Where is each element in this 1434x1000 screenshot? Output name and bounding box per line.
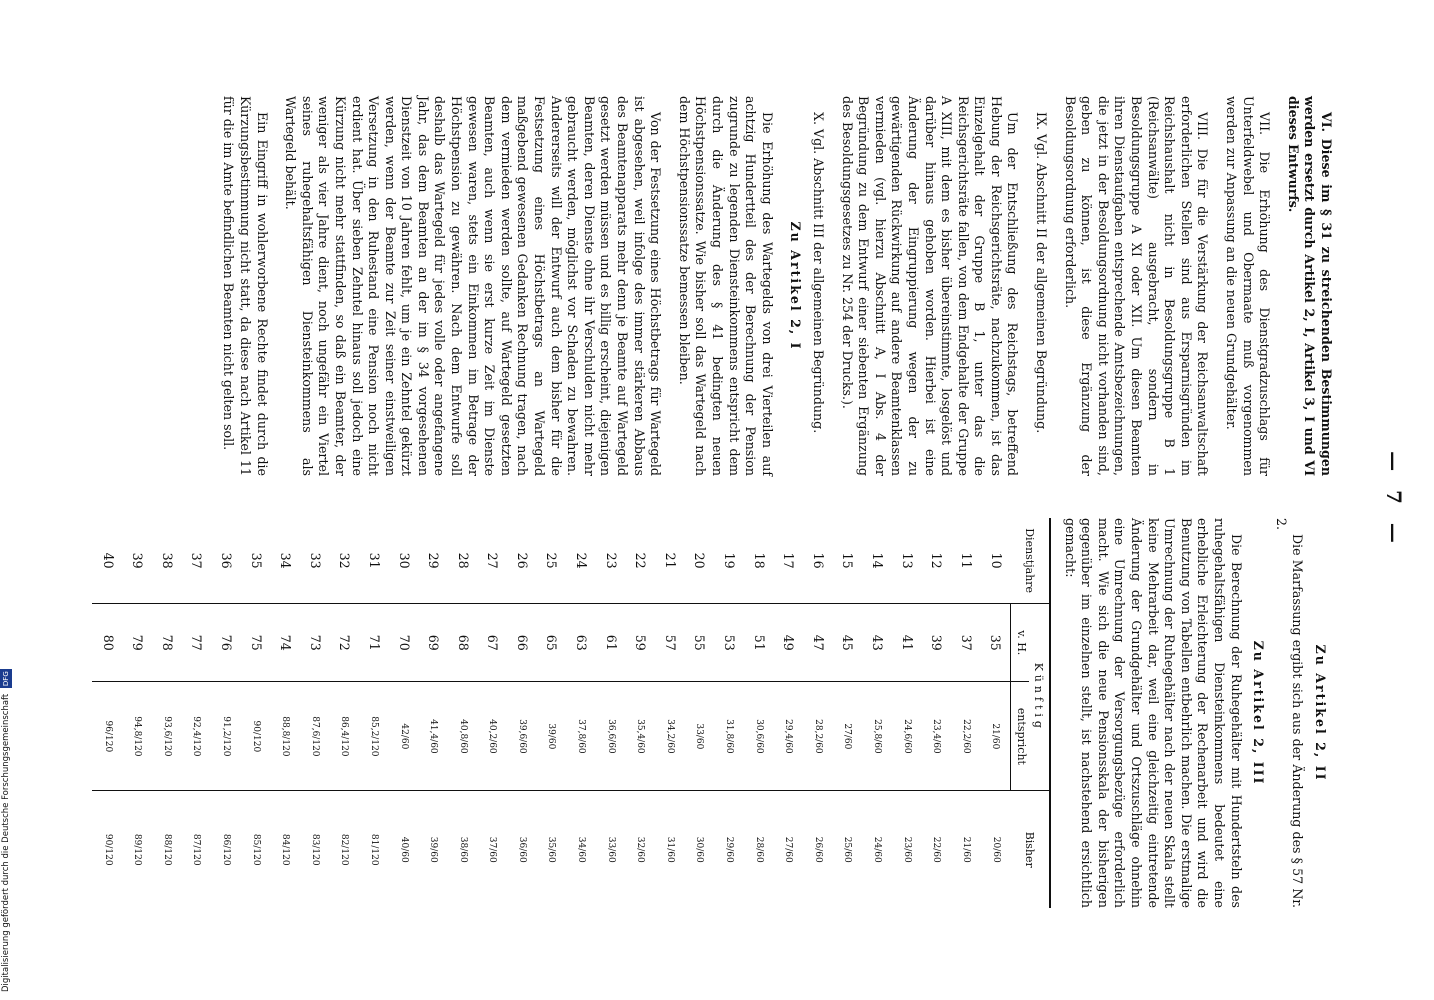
cell-bisher: 29/60: [724, 836, 735, 863]
cell-bisher: 21/60: [960, 836, 971, 863]
left-paragraph: Die Erhöhung des Wartegelds von drei Vierteilen auf achtzig Hundertteil des der Berechnung der Pension zugrunde zu legenden Diensteinkommens entspricht dem durch die Änderung des § 41 bedingten neuen Höchstpensionssatze. Wie bisher soll das Wartegeld nach dem Höchstpensionssatze bemessen bleiben.: [676, 96, 775, 476]
cell-dienstjahre: 20: [684, 518, 714, 604]
cell-bisher: 40/60: [398, 836, 409, 863]
cell-bisher: 37/60: [487, 836, 498, 863]
cell-bisher: 85/120: [250, 833, 261, 866]
cell-vh: 35: [980, 604, 1010, 682]
cell-entspricht: 93,6/120: [152, 682, 182, 791]
cell-dienstjahre: 16: [803, 518, 833, 604]
cell-bisher: 33/60: [605, 836, 616, 863]
cell-dienstjahre: 33: [300, 518, 330, 604]
left-paragraph: X. Vgl. Abschnitt III der allgemeinen Begründung.: [810, 112, 826, 434]
cell-bisher: 31/60: [664, 836, 675, 863]
left-paragraph: IX. Vgl. Abschnitt II der allgemeinen Begründung.: [1034, 112, 1050, 434]
cell-entspricht: 42/60: [388, 682, 418, 791]
cell-entspricht: 90/120: [240, 682, 270, 791]
section-heading-art2-iii: Zu Artikel 2, III: [1251, 640, 1267, 786]
cell-bisher: 27/60: [783, 836, 794, 863]
left-paragraph: Ein Eingriff in wohlerworbene Rechte findet durch die Kürzungsbestimmung nicht statt, da diese nach Artikel 11 für die im Amte befindlichen Beamten nicht gelten soll.: [221, 96, 270, 476]
cell-vh: 73: [300, 604, 330, 682]
cell-vh: 69: [418, 604, 448, 682]
cell-entspricht: 36,6/60: [596, 682, 626, 791]
cell-bisher: 32/60: [635, 836, 646, 863]
cell-entspricht: 25,8/60: [862, 682, 892, 791]
cell-vh: 37: [951, 604, 981, 682]
left-paragraph: Um der Entschließung des Reichstags, betreffend Hebung der Reichsgerichtsräte, nachzukommen, ist das Einzelgehalt der Gruppe B 1, unter das die Reichsgerichtsräte fallen, von dem Endgehalte der Gruppe A XIII, mit dem es bisher übereinstimmte, losgelöst und darüber hinaus gehoben worden. Hierbei ist eine Änderung der Eingruppierung wegen der zu gewärtigenden Rückwirkung auf andere Beamtenklassen vermieden (vgl. hierzu Abschnitt A, I Abs. 4 der Begründung zu dem Entwurf einer siebenten Ergänzung des Besoldungsgesetzes zu Nr. 254 der Drucks.).: [839, 96, 1021, 476]
cell-vh: 78: [152, 604, 182, 682]
cell-entspricht: 31,8/60: [714, 682, 744, 791]
paragraph-art2-iii: Die Berechnung der Ruhegehälter mit Hundertsteln des ruhegehaltsfähigen Diensteinkommens bedeutet eine erhebliche Erleichterung der Rechenarbeit und wird die Benutzung von Tabellen entbehrlich machen. Die erstmalige Umrechnung der Ruhegehälter nach der neuen Skala stellt keine Mehrarbeit dar, weil eine gleichzeitig eintretende Änderung der Grundgehälter und Ortszuschläge ohnehin eine Umrechnung der Versorgungsbezüge erforderlich macht. Wie sich die neue Pensionsskala der bisherigen gegenüber im einzelnen stellt, ist nachstehend ersichtlich gemacht:: [1062, 518, 1244, 908]
cell-bisher: 38/60: [457, 836, 468, 863]
header-entspricht: entspricht: [1010, 682, 1029, 791]
cell-dienstjahre: 39: [122, 518, 152, 604]
cell-dienstjahre: 28: [448, 518, 478, 604]
section-heading-art2-i: Zu Artikel 2, I: [788, 221, 804, 351]
cell-dienstjahre: 10: [980, 518, 1010, 604]
cell-entspricht: 30,6/60: [744, 682, 774, 791]
cell-vh: 63: [566, 604, 596, 682]
cell-vh: 77: [181, 604, 211, 682]
cell-vh: 49: [773, 604, 803, 682]
cell-entspricht: 85,2/120: [359, 682, 389, 791]
cell-bisher: 88/120: [161, 833, 172, 866]
cell-bisher: 90/120: [102, 833, 113, 866]
cell-vh: 80: [93, 604, 123, 682]
cell-dienstjahre: 40: [93, 518, 123, 604]
cell-vh: 71: [359, 604, 389, 682]
cell-vh: 68: [448, 604, 478, 682]
cell-entspricht: 27/60: [832, 682, 862, 791]
cell-dienstjahre: 35: [240, 518, 270, 604]
credit-strip: [0, 0, 14, 1000]
cell-entspricht: 39/60: [536, 682, 566, 791]
cell-dienstjahre: 29: [418, 518, 448, 604]
cell-entspricht: 23,4/60: [921, 682, 951, 791]
cell-bisher: 23/60: [901, 836, 912, 863]
cell-entspricht: 86,4/120: [329, 682, 359, 791]
cell-entspricht: 28,2/60: [803, 682, 833, 791]
cell-dienstjahre: 38: [152, 518, 182, 604]
cell-vh: 67: [477, 604, 507, 682]
cell-dienstjahre: 24: [566, 518, 596, 604]
cell-bisher: 39/60: [428, 836, 439, 863]
cell-entspricht: 41,4/60: [418, 682, 448, 791]
cell-vh: 59: [625, 604, 655, 682]
cell-vh: 61: [596, 604, 626, 682]
cell-bisher: 35/60: [546, 836, 557, 863]
cell-dienstjahre: 31: [359, 518, 389, 604]
left-paragraph: Von der Festsetzung eines Höchstbetrags für Wartegeld ist abgesehen, weil infolge des immer stärkeren Abbaus des Beamtenapparats mehr denn je Beamte auf Wartegeld gesetzt werden müssen und es billig erscheint, diejenigen Beamten, deren Dienste ohne ihr Verschulden nicht mehr gebraucht werden, möglichst vor Schaden zu bewahren. Andererseits will der Entwurf auch dem bisher für die Festsetzung eines Höchstbetrags an Wartegeld maßgebend gewesenen Gedanken Rechnung tragen, nach dem vermieden werden sollte, auf Wartegeld gesetzten Beamten, auch wenn sie erst kurze Zeit im Dienste gewesen waren, stets ein Einkommen im Betrage der Höchstpension zu gewähren. Nach dem Entwurfe soll deshalb das Wartegeld für jedes volle oder angefangene Jahr, das dem Beamten an der im § 34 vorgesehenen Dienstzeit von 10 Jahren fehlt, um je ein Zehntel gekürzt werden, wenn der Beamte zur Zeit seiner einstweiligen Versetzung in den Ruhestand eine Pension noch nicht erdient hat. Über sieben Zehntel hinaus soll jedoch eine Kürzung nicht mehr stattfinden, so daß ein Beamter, der weniger als vier Jahre dient, noch ungefähr ein Viertel seines ruhegehaltsfähigen Diensteinkommens als Wartegeld behält.: [283, 96, 664, 476]
header-dienstjahre: Dienstjahre: [1010, 518, 1050, 604]
cell-entspricht: 34,2/60: [655, 682, 685, 791]
cell-bisher: 83/120: [309, 833, 320, 866]
cell-vh: 43: [862, 604, 892, 682]
cell-dienstjahre: 36: [211, 518, 241, 604]
cell-dienstjahre: 22: [625, 518, 655, 604]
cell-vh: 45: [832, 604, 862, 682]
cell-dienstjahre: 17: [773, 518, 803, 604]
cell-dienstjahre: 25: [536, 518, 566, 604]
paragraph-art2-ii: Die Marfassung ergibt sich aus der Änderung des § 57 Nr. 2.: [1273, 518, 1306, 908]
left-paragraph: VIII. Die für die Verstärkung der Reichsanwaltschaft erforderlichen Stellen sind aus Ersparnisgründen im Reichshaushalt nicht in Besoldungsgruppe B 1 (Reichsanwälte) ausgebracht, sondern in Besoldungsgruppe A XI oder XII. Um diesen Beamten ihren Dienstaufgaben entsprechende Amtsbezeichnungen, die jetzt in der Besoldungsordnung nicht vorhanden sind, geben zu können, ist diese Ergänzung der Besoldungsordnung erforderlich.: [1062, 96, 1211, 476]
cell-entspricht: 96/120: [93, 682, 123, 791]
credit-line: [0, 669, 12, 992]
header-vh: v. H.: [1010, 604, 1029, 682]
cell-bisher: 87/120: [191, 833, 202, 866]
cell-entspricht: 29,4/60: [773, 682, 803, 791]
left-paragraph: VII. Die Erhöhung des Dienstgradzuschlags für Unterfeldwebel und Obermaate muß vorgenommen werden zur Anpassung an die neuen Grundgehälter.: [1224, 96, 1273, 476]
cell-dienstjahre: 13: [892, 518, 922, 604]
cell-vh: 41: [892, 604, 922, 682]
cell-entspricht: 92,4/120: [181, 682, 211, 791]
cell-dienstjahre: 11: [951, 518, 981, 604]
header-bisher: Bisher: [1010, 791, 1050, 908]
cell-bisher: 84/120: [280, 833, 291, 866]
cell-vh: 47: [803, 604, 833, 682]
cell-dienstjahre: 32: [329, 518, 359, 604]
left-paragraph: VI. Diese im § 31 zu streichenden Bestimmungen werden ersetzt durch Artikel 2, I, Artikel 3, I und VI dieses Entwurfs.: [1285, 96, 1334, 476]
cell-vh: 51: [744, 604, 774, 682]
cell-vh: 39: [921, 604, 951, 682]
cell-dienstjahre: 18: [744, 518, 774, 604]
cell-bisher: 81/120: [368, 833, 379, 866]
cell-bisher: 28/60: [753, 836, 764, 863]
cell-entspricht: 21/60: [980, 682, 1010, 791]
cell-dienstjahre: 34: [270, 518, 300, 604]
cell-bisher: 89/120: [132, 833, 143, 866]
cell-bisher: 30/60: [694, 836, 705, 863]
cell-entspricht: 39,6/60: [507, 682, 537, 791]
cell-bisher: 22/60: [931, 836, 942, 863]
cell-dienstjahre: 26: [507, 518, 537, 604]
cell-entspricht: 33/60: [684, 682, 714, 791]
cell-entspricht: 40,2/60: [477, 682, 507, 791]
cell-dienstjahre: 37: [181, 518, 211, 604]
cell-entspricht: 91,2/120: [211, 682, 241, 791]
cell-dienstjahre: 23: [596, 518, 626, 604]
cell-vh: 65: [536, 604, 566, 682]
cell-entspricht: 94,8/120: [122, 682, 152, 791]
cell-vh: 70: [388, 604, 418, 682]
cell-bisher: 26/60: [812, 836, 823, 863]
cell-entspricht: 37,8/60: [566, 682, 596, 791]
cell-vh: 53: [714, 604, 744, 682]
section-heading-art2-ii: Zu Artikel 2, II: [1313, 644, 1328, 782]
page-number: — 7 —: [1382, 451, 1406, 549]
cell-bisher: 24/60: [872, 836, 883, 863]
dfg-logo: DFG: [2, 671, 10, 687]
cell-entspricht: 24,6/60: [892, 682, 922, 791]
cell-vh: 76: [211, 604, 241, 682]
cell-bisher: 82/120: [339, 833, 350, 866]
credit-text: Digitalisierung gefördert durch die Deutsche Forschungsgemeinschaft: [1, 693, 11, 992]
cell-vh: 57: [655, 604, 685, 682]
cell-vh: 66: [507, 604, 537, 682]
cell-bisher: 34/60: [576, 836, 587, 863]
cell-vh: 75: [240, 604, 270, 682]
cell-vh: 55: [684, 604, 714, 682]
header-kuenftig: Künftig: [1030, 604, 1051, 791]
cell-dienstjahre: 12: [921, 518, 951, 604]
cell-dienstjahre: 27: [477, 518, 507, 604]
cell-entspricht: 88,8/120: [270, 682, 300, 791]
cell-entspricht: 87,6/120: [300, 682, 330, 791]
cell-bisher: 86/120: [220, 833, 231, 866]
cell-entspricht: 35,4/60: [625, 682, 655, 791]
cell-dienstjahre: 15: [832, 518, 862, 604]
cell-dienstjahre: 30: [388, 518, 418, 604]
cell-dienstjahre: 14: [862, 518, 892, 604]
cell-vh: 79: [122, 604, 152, 682]
cell-bisher: 25/60: [842, 836, 853, 863]
cell-bisher: 20/60: [990, 836, 1001, 863]
cell-dienstjahre: 21: [655, 518, 685, 604]
cell-bisher: 36/60: [516, 836, 527, 863]
cell-entspricht: 40,8/60: [448, 682, 478, 791]
cell-dienstjahre: 19: [714, 518, 744, 604]
cell-vh: 72: [329, 604, 359, 682]
cell-entspricht: 22,2/60: [951, 682, 981, 791]
cell-vh: 74: [270, 604, 300, 682]
